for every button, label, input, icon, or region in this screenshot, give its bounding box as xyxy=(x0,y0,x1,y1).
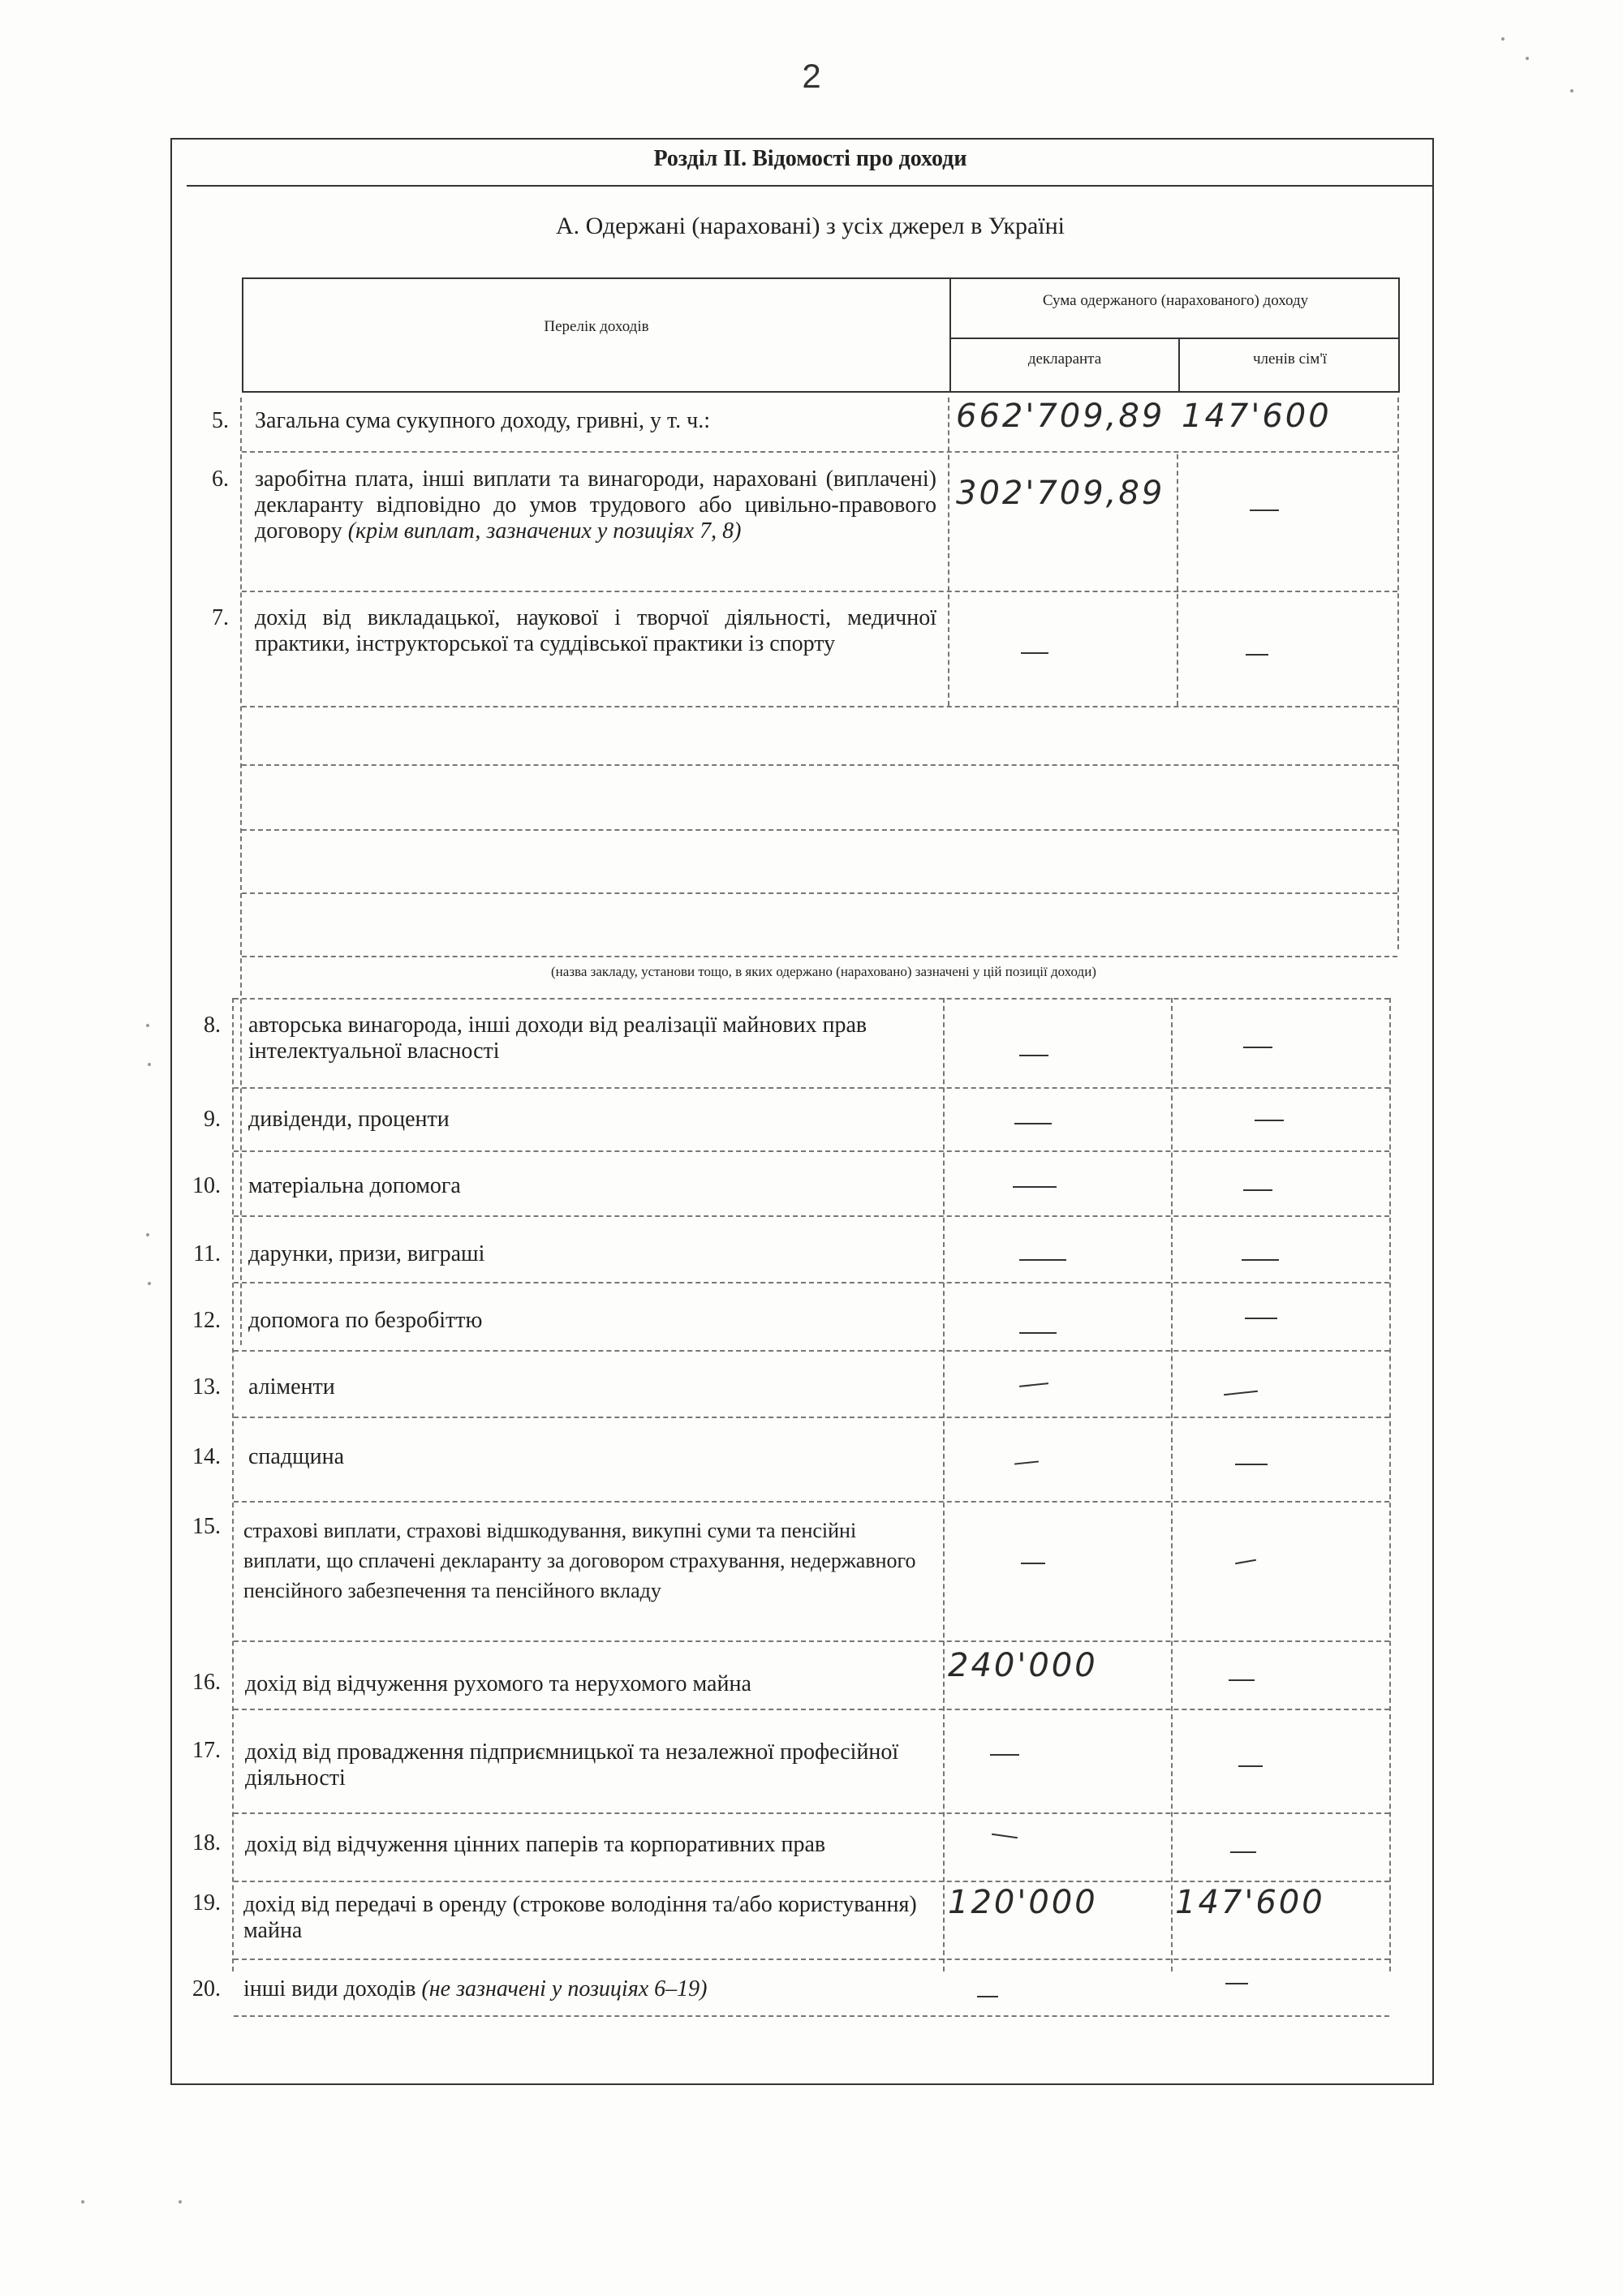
scan-speck xyxy=(81,2200,84,2204)
family-value: 147'600 xyxy=(1175,1884,1325,1921)
scan-speck xyxy=(179,2200,182,2204)
family-value xyxy=(1243,1038,1244,1039)
scan-speck xyxy=(146,1233,149,1236)
blank-line xyxy=(242,892,1397,894)
row-number: 20. xyxy=(192,1976,221,2001)
row-label: дохід від передачі в оренду (строкове володіння та/або користування) майна xyxy=(243,1892,917,1943)
row-number: 10. xyxy=(192,1173,221,1198)
declarant-value xyxy=(1019,1376,1020,1377)
column-line xyxy=(1389,998,1391,1971)
row-label xyxy=(255,467,936,544)
row-divider xyxy=(234,1087,1389,1089)
header-divider xyxy=(949,338,1400,339)
row-divider xyxy=(234,1709,1389,1710)
row-divider xyxy=(234,1812,1389,1814)
family-dash xyxy=(1225,1983,1248,1984)
row-label-note: (не зазначені у позиціях 6–19) xyxy=(421,1976,708,2001)
column-line xyxy=(1171,998,1173,1971)
family-dash xyxy=(1243,1189,1272,1191)
row-divider xyxy=(234,1150,1389,1152)
header-family: членів сім'ї xyxy=(1252,350,1328,368)
family-value xyxy=(1243,1181,1244,1182)
row-label: дарунки, призи, виграші xyxy=(248,1241,485,1266)
declarant-value: 662'709,89 xyxy=(956,398,1165,435)
row-label: допомога по безробіттю xyxy=(248,1308,483,1333)
declarant-value xyxy=(1014,1454,1015,1455)
row-number: 18. xyxy=(192,1830,221,1855)
declarant-dash xyxy=(1019,1332,1057,1334)
declarant-value xyxy=(1019,1251,1020,1252)
declarant-value: 240'000 xyxy=(948,1647,1098,1684)
row-label: Загальна сума сукупного доходу, гривні, у т. ч.: xyxy=(255,408,710,433)
row-divider xyxy=(242,451,1397,453)
row-number: 9. xyxy=(204,1107,221,1132)
family-dash xyxy=(1235,1464,1268,1465)
family-value xyxy=(1250,487,1251,488)
page-number: 2 xyxy=(802,57,821,95)
family-dash xyxy=(1255,1120,1284,1121)
row-divider xyxy=(234,1215,1389,1217)
row-number: 8. xyxy=(204,1013,221,1038)
family-dash xyxy=(1245,1318,1277,1319)
family-dash xyxy=(1250,510,1279,511)
row-number: 11. xyxy=(193,1241,221,1266)
section-divider xyxy=(187,185,1434,187)
declarant-dash xyxy=(1021,1563,1045,1564)
row-label-text: заробітна плата, інші виплати та винагороди, нараховані (виплачені) декларанту відповідно до умов трудового або цивільно-правового договору xyxy=(255,467,936,544)
declarant-value xyxy=(1021,1554,1022,1555)
row-label: дохід від провадження підприємницької та незалежної професійної діяльності xyxy=(245,1739,899,1791)
family-dash xyxy=(1230,1851,1256,1853)
header-declarant: декларанта xyxy=(1027,350,1102,368)
family-dash xyxy=(1238,1765,1263,1767)
row-number: 7. xyxy=(212,605,229,630)
declarant-value xyxy=(990,1746,991,1747)
declarant-value: 302'709,89 xyxy=(956,475,1165,512)
family-dash xyxy=(1242,1259,1279,1261)
family-value xyxy=(1225,1975,1226,1976)
row-label: авторська винагорода, інші доходи від реалізації майнових прав інтелектуальної власності xyxy=(248,1013,867,1064)
family-dash xyxy=(1229,1679,1255,1681)
declarant-dash xyxy=(1014,1123,1052,1124)
declarant-dash xyxy=(1013,1186,1057,1188)
family-value: 147'600 xyxy=(1182,398,1332,435)
institution-caption: (назва закладу, установи тощо, в яких одержано (нараховано) зазначені у цій позиції доходи) xyxy=(551,964,1096,979)
row-label xyxy=(243,1976,929,2002)
row-number: 5. xyxy=(212,408,229,433)
section-title: Розділ II. Відомості про доходи xyxy=(653,146,967,171)
row-divider xyxy=(234,998,1389,1000)
blank-line xyxy=(242,829,1397,831)
scan-speck xyxy=(1501,37,1505,41)
scan-speck xyxy=(1570,89,1573,92)
scan-speck xyxy=(146,1024,149,1027)
row-divider xyxy=(234,1501,1389,1503)
row-number: 15. xyxy=(192,1514,221,1539)
row-number: 6. xyxy=(212,467,229,492)
column-line xyxy=(240,398,242,1345)
scan-speck xyxy=(148,1282,151,1285)
header-income-sum: Сума одержаного (нарахованого) доходу xyxy=(1042,292,1309,309)
row-label-text: інші види доходів xyxy=(243,1976,416,2001)
row-divider xyxy=(234,1282,1389,1283)
row-number: 14. xyxy=(192,1444,221,1469)
row-label: дохід від відчуження цінних паперів та корпоративних прав xyxy=(245,1832,826,1857)
row-divider xyxy=(234,2015,1389,2017)
blank-line xyxy=(242,956,1397,957)
declarant-dash xyxy=(990,1754,1019,1756)
blank-line xyxy=(242,764,1397,766)
row-label: аліменти xyxy=(248,1374,335,1400)
row-number: 17. xyxy=(192,1738,221,1763)
row-divider xyxy=(242,706,1397,707)
row-divider xyxy=(234,1350,1389,1352)
row-divider xyxy=(234,1640,1389,1642)
family-value xyxy=(1235,1455,1236,1456)
declarant-dash xyxy=(1019,1055,1048,1056)
family-dash xyxy=(1243,1047,1272,1048)
column-line xyxy=(232,998,234,1971)
column-line xyxy=(948,398,949,706)
row-label: матеріальна допомога xyxy=(248,1173,461,1198)
row-divider xyxy=(242,591,1397,592)
row-divider xyxy=(234,1881,1389,1882)
declarant-dash xyxy=(1021,652,1048,654)
declarant-value xyxy=(1021,641,1022,642)
declarant-dash xyxy=(1019,1259,1066,1261)
row-divider xyxy=(234,1417,1389,1418)
declarant-value xyxy=(1013,1178,1014,1179)
row-label: страхові виплати, страхові відшкодування, викупні суми та пенсійні виплати, що сплачені декларанту за договором страхування, недержавного пенсійного забезпечення та пенсійного вкладу xyxy=(243,1519,916,1602)
declarant-value: 120'000 xyxy=(948,1884,1098,1921)
row-number: 19. xyxy=(192,1890,221,1915)
row-number: 12. xyxy=(192,1308,221,1333)
scan-speck xyxy=(1526,57,1529,60)
row-label: дивіденди, проценти xyxy=(248,1107,450,1132)
declarant-value xyxy=(1019,1324,1020,1325)
row-divider xyxy=(234,1958,1389,1960)
family-value xyxy=(1224,1384,1225,1385)
row-label-note: (крім виплат, зазначених у позиціях 7, 8) xyxy=(347,518,742,544)
family-value xyxy=(1230,1843,1231,1844)
row-number: 16. xyxy=(192,1670,221,1695)
scan-speck xyxy=(148,1063,151,1066)
declarant-value xyxy=(977,1988,978,1989)
column-line xyxy=(1397,398,1399,949)
column-line xyxy=(943,998,945,1971)
family-value xyxy=(1245,1309,1246,1310)
row-label: дохід від викладацької, наукової і творчої діяльності, медичної практики, інструкторської та суддівської практики із спорту xyxy=(255,605,936,656)
row-number: 13. xyxy=(192,1374,221,1400)
family-value xyxy=(1235,1553,1236,1554)
row-label: дохід від відчуження рухомого та нерухомого майна xyxy=(245,1671,751,1696)
family-value xyxy=(1238,1757,1239,1758)
row-label: спадщина xyxy=(248,1444,345,1469)
subsection-title: А. Одержані (нараховані) з усіх джерел в Україні xyxy=(555,213,1065,239)
family-dash xyxy=(1246,654,1268,656)
declarant-dash xyxy=(977,1996,998,1997)
column-line xyxy=(1177,454,1178,706)
header-income-list: Перелік доходів xyxy=(544,318,649,335)
declarant-value xyxy=(1014,1115,1015,1116)
